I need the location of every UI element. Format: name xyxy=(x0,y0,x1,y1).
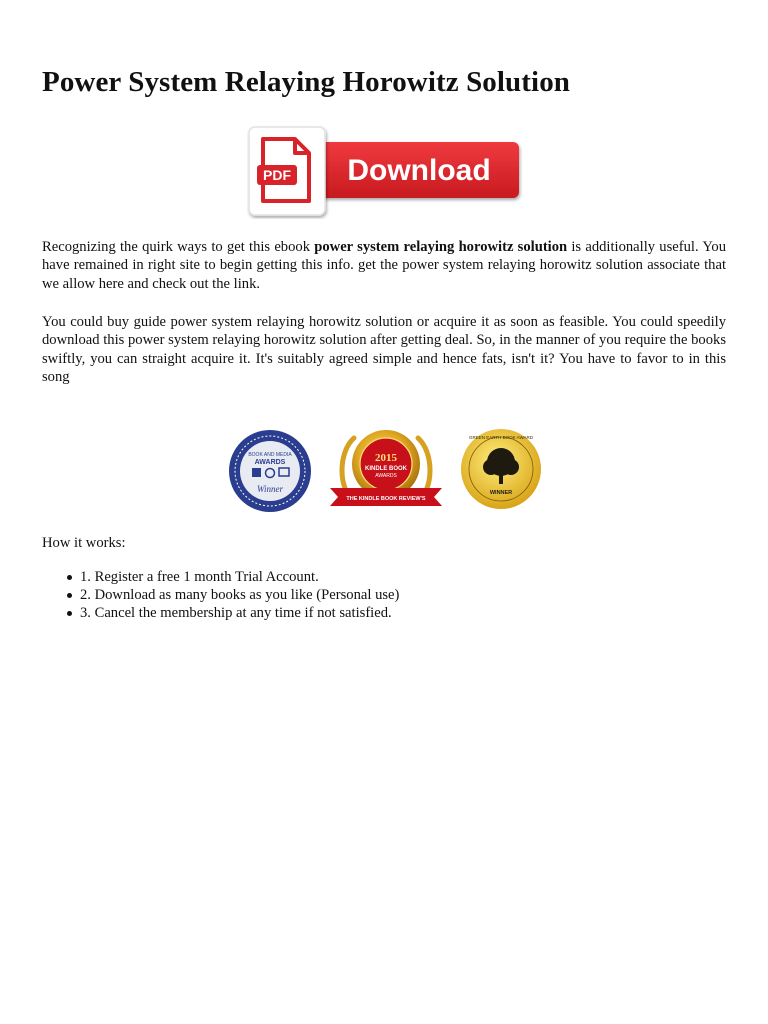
green-earth-award-seal xyxy=(461,429,541,509)
intro-text-start: Recognizing the quirk ways to get this ebook xyxy=(42,239,315,255)
page-title: Power System Relaying Horowitz Solution xyxy=(42,66,571,98)
pdf-badge-label: PDF xyxy=(263,167,291,183)
intro-text-end: is additionally useful. You have remained in right site to begin getting this info. get the power system relaying horowitz solution associate that we allow here and check out the link. xyxy=(42,239,726,292)
seal2-ribbon: THE KINDLE BOOK REVIEW'S xyxy=(346,496,426,502)
seal3-label: WINNER xyxy=(489,490,513,496)
seal3-arc: GREEN EARTH BOOK AWARD xyxy=(468,435,534,440)
list-item: 2. Download as many books as you like (Personal use) xyxy=(42,586,399,604)
intro-paragraph xyxy=(42,238,726,293)
intro-bold-keyword: power system relaying horowitz solution xyxy=(314,239,568,255)
seal2-line2: AWARDS xyxy=(375,473,397,479)
seal1-top: BOOK AND MEDIA xyxy=(248,452,292,458)
list-item: 1. Register a free 1 month Trial Account. xyxy=(42,568,399,586)
list-item: 3. Cancel the membership at any time if not satisfied. xyxy=(42,604,399,622)
book-media-awards-seal xyxy=(229,430,311,512)
download-button[interactable] xyxy=(247,125,523,219)
awards-row xyxy=(226,424,546,516)
seal1-script: Winner xyxy=(257,484,283,494)
steps-list xyxy=(42,568,399,623)
seal2-year: 2015 xyxy=(375,452,397,464)
download-label: Download xyxy=(347,154,491,187)
seal2-line1: KINDLE BOOK xyxy=(365,466,407,472)
how-it-works-heading: How it works: xyxy=(42,535,126,551)
pdf-file-icon xyxy=(249,127,325,215)
kindle-book-awards-seal xyxy=(330,430,442,506)
seal1-middle: AWARDS xyxy=(254,459,286,466)
second-paragraph: You could buy guide power system relaying horowitz solution or acquire it as soon as feasible. You could speedily download this power system relaying horowitz solution after getting deal. So, in the manner of you require the books swiftly, you can straight acquire it. It's suitably agreed simple and hence fats, isn't it? You have to favor to in this song xyxy=(42,314,726,386)
